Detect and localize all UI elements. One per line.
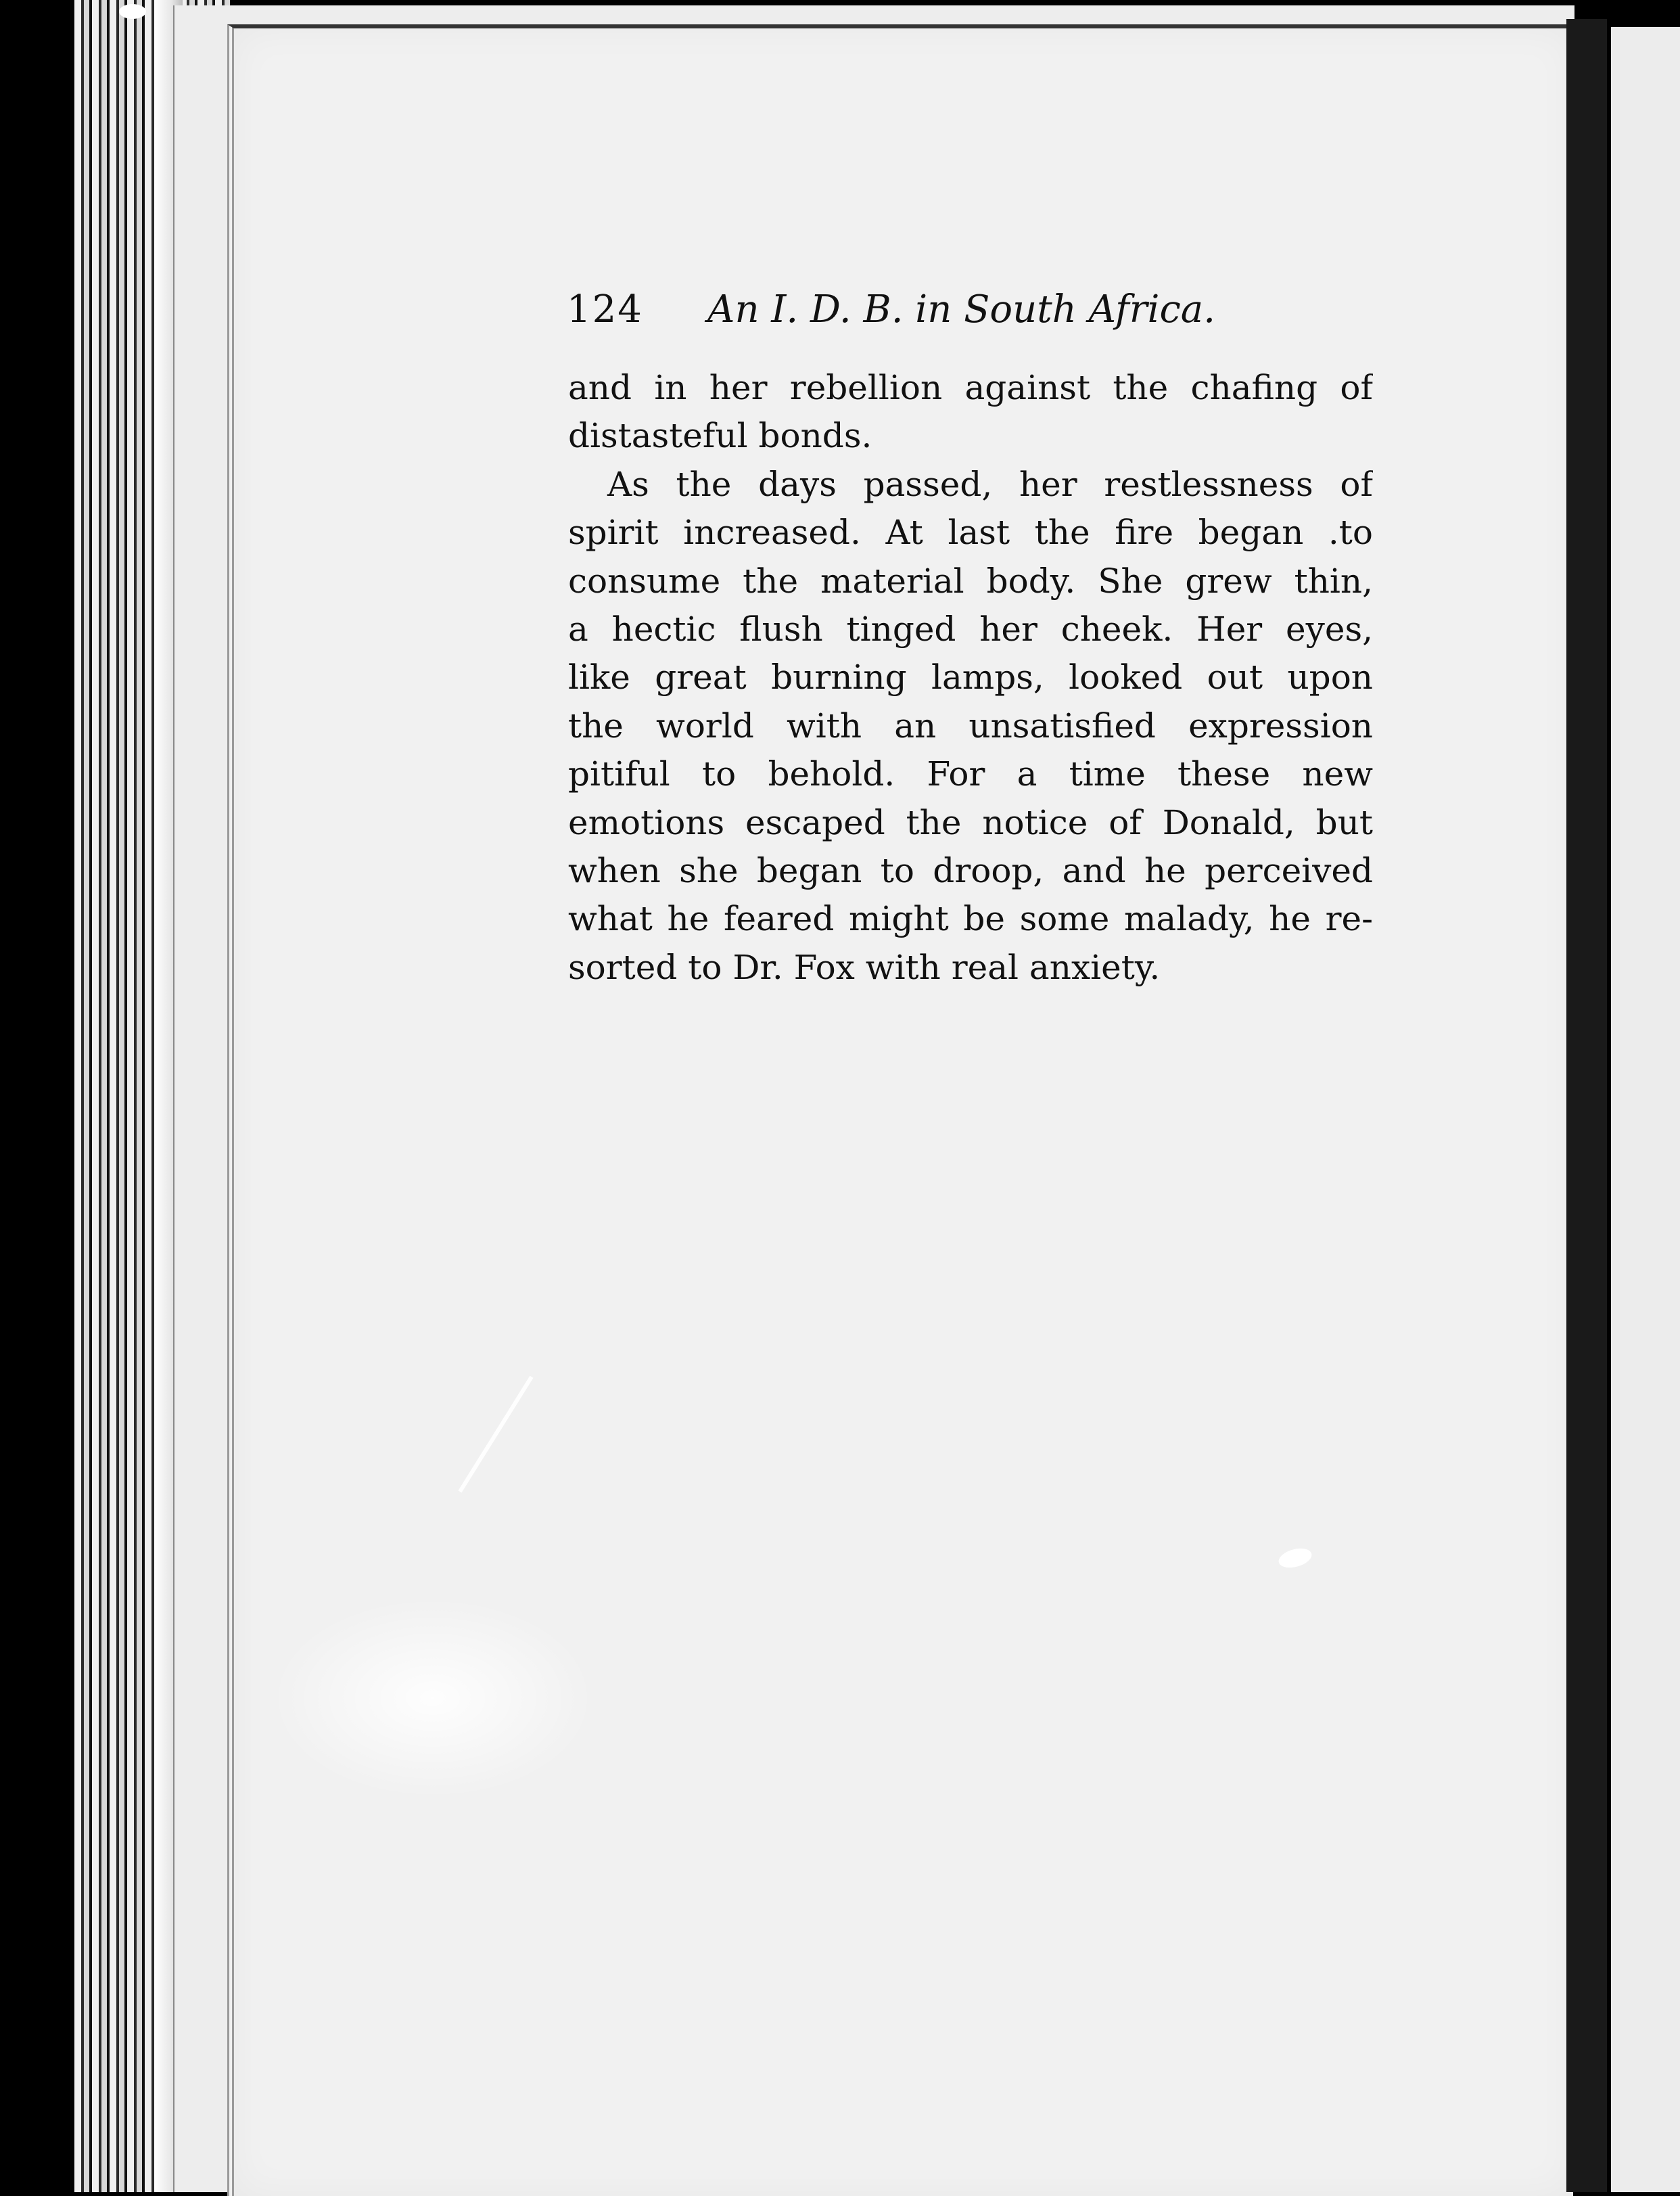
- scan-smudge: [271, 1597, 595, 1800]
- facing-page-edge: [1607, 27, 1680, 2192]
- page-number: 124: [567, 288, 643, 331]
- text-line: the world with an unsatisfied expression: [568, 706, 1373, 746]
- text-line: distasteful bonds.: [568, 416, 872, 456]
- text-line: spirit increased. At last the fire began .to: [568, 513, 1373, 553]
- text-line: what he feared might be some malady, he re-: [568, 899, 1373, 939]
- text-line: when she began to droop, and he perceived: [568, 850, 1373, 890]
- text-line: sorted to Dr. Fox with real anxiety.: [568, 947, 1161, 987]
- text-line: consume the material body. She grew thin,: [568, 561, 1373, 601]
- text-line: As the days passed, her restlessness of: [607, 464, 1373, 504]
- body-text: [568, 364, 1373, 992]
- running-header: [567, 283, 1243, 337]
- text-line: emotions escaped the notice of Donald, but: [568, 802, 1373, 842]
- scan-fleck: [119, 4, 146, 19]
- running-title: An I. D. B. in South Africa.: [707, 288, 1215, 331]
- text-line: a hectic flush tinged her cheek. Her eyes,: [568, 609, 1373, 649]
- book-page: [227, 24, 1573, 2196]
- page-gutter-shadow: [1566, 19, 1607, 2192]
- text-line: like great burning lamps, looked out upon: [568, 658, 1373, 697]
- text-line: and in her rebellion against the chafing of: [568, 368, 1373, 407]
- text-line: pitiful to behold. For a time these new: [568, 754, 1373, 794]
